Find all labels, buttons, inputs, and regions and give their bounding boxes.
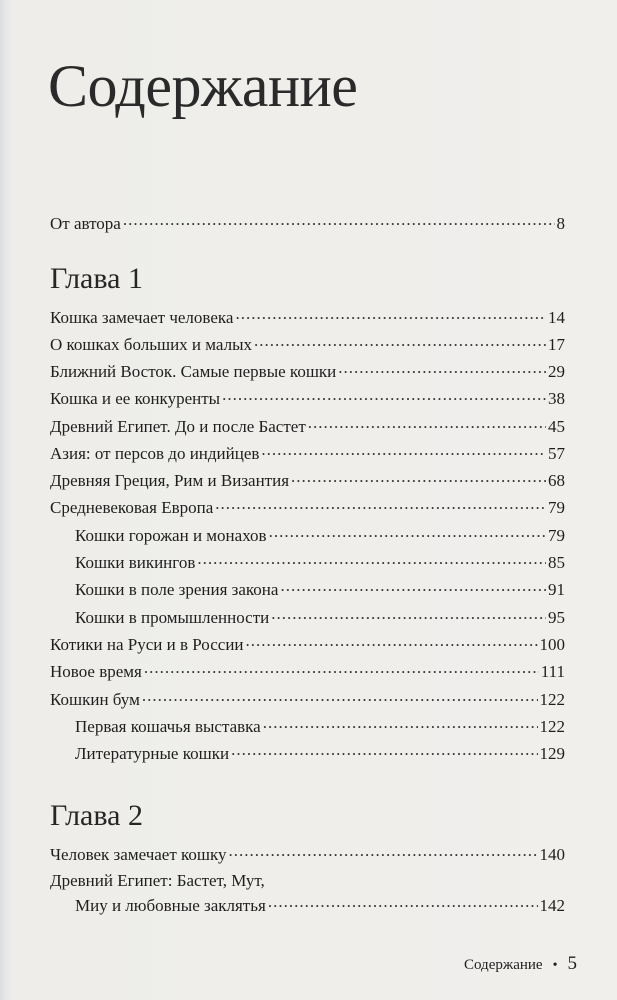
toc-entry-page: 129 bbox=[539, 744, 565, 763]
dot-leader bbox=[229, 843, 538, 860]
running-footer-section: Содержание bbox=[463, 957, 543, 973]
toc-entry-label: Кошка замечает человека bbox=[50, 308, 234, 327]
toc-entry-label: Новое время bbox=[50, 662, 142, 681]
toc-entry bbox=[50, 843, 565, 865]
toc-entry-page: 38 bbox=[548, 389, 565, 408]
dot-leader bbox=[246, 633, 538, 650]
dot-leader bbox=[231, 742, 537, 759]
toc-entry bbox=[50, 688, 565, 710]
toc-entry bbox=[50, 387, 565, 409]
toc-entry-label-line1: Древний Египет: Бастет, Мут, bbox=[50, 871, 265, 890]
toc-subentry bbox=[75, 551, 565, 573]
toc-subentry bbox=[75, 524, 565, 546]
toc-entry bbox=[50, 496, 565, 518]
footer-bullet: • bbox=[552, 958, 558, 973]
toc-entry-page: 68 bbox=[548, 471, 565, 490]
toc-entry-page: 8 bbox=[556, 214, 565, 233]
toc-entry-page: 95 bbox=[548, 608, 565, 627]
dot-leader bbox=[222, 387, 546, 404]
page-title: Содержание bbox=[48, 53, 358, 119]
toc-entry-label: Азия: от персов до индийцев bbox=[50, 444, 260, 463]
toc-entry-label: Ближний Восток. Самые первые кошки bbox=[50, 362, 337, 381]
page-number: 5 bbox=[567, 953, 577, 974]
toc-subentry bbox=[75, 742, 565, 764]
toc-entry-label: Средневековая Европа bbox=[50, 498, 214, 517]
toc-entry-continued bbox=[75, 894, 565, 916]
toc-subentry bbox=[75, 715, 565, 737]
page-footer bbox=[464, 953, 577, 975]
toc-entry-page: 57 bbox=[548, 444, 565, 463]
toc-entry-label: От автора bbox=[50, 214, 121, 233]
toc-entry-label: Кошка и ее конкуренты bbox=[50, 389, 221, 408]
toc-entry-label: Котики на Руси и в России bbox=[50, 635, 244, 654]
toc-entry-page: 111 bbox=[540, 662, 565, 681]
toc-entry-label: Древний Египет. До и после Бастет bbox=[50, 417, 306, 436]
toc-entry-page: 85 bbox=[548, 553, 565, 572]
toc-entry-page: 122 bbox=[539, 690, 565, 709]
dot-leader bbox=[197, 551, 546, 568]
dot-leader bbox=[144, 660, 539, 677]
toc-entry-label: Литературные кошки bbox=[75, 744, 230, 763]
dot-leader bbox=[280, 578, 546, 595]
dot-leader bbox=[261, 442, 546, 459]
dot-leader bbox=[271, 606, 546, 623]
toc-subentry bbox=[75, 606, 565, 628]
toc-entry-label: Кошки горожан и монахов bbox=[75, 526, 267, 545]
toc-entry-page: 79 bbox=[548, 526, 565, 545]
dot-leader bbox=[215, 496, 546, 513]
toc-entry-label: Кошкин бум bbox=[50, 690, 140, 709]
dot-leader bbox=[142, 688, 538, 705]
dot-leader bbox=[263, 715, 538, 732]
toc-entry bbox=[50, 442, 565, 464]
toc-entry-page: 100 bbox=[539, 635, 565, 654]
chapter-2-heading: Глава 2 bbox=[50, 799, 143, 832]
toc-entry-page: 91 bbox=[548, 580, 565, 599]
toc-entry-page: 142 bbox=[539, 896, 565, 915]
toc-entry bbox=[50, 306, 565, 328]
dot-leader bbox=[268, 894, 538, 911]
toc-entry-page: 29 bbox=[548, 362, 565, 381]
toc-entry-label: Кошки в поле зрения закона bbox=[75, 580, 279, 599]
toc-entry-label: Человек замечает кошку bbox=[50, 845, 227, 864]
toc-entry-page: 79 bbox=[548, 498, 565, 517]
toc-entry bbox=[50, 333, 565, 355]
toc-entry bbox=[50, 360, 565, 382]
toc-entry-label: Древняя Греция, Рим и Византия bbox=[50, 471, 290, 490]
toc-entry-page: 17 bbox=[548, 335, 565, 354]
toc-entry-page: 14 bbox=[548, 308, 565, 327]
toc-entry-intro bbox=[50, 212, 565, 234]
toc-entry-page: 122 bbox=[539, 717, 565, 736]
dot-leader bbox=[254, 333, 546, 350]
toc-entry-page: 140 bbox=[539, 845, 565, 864]
toc-entry-page: 45 bbox=[548, 417, 565, 436]
dot-leader bbox=[269, 524, 546, 541]
dot-leader bbox=[123, 212, 555, 229]
dot-leader bbox=[308, 415, 546, 432]
dot-leader bbox=[235, 306, 546, 323]
toc-entry bbox=[50, 469, 565, 491]
dot-leader bbox=[291, 469, 546, 486]
chapter-1-heading: Глава 1 bbox=[50, 262, 143, 295]
toc-entry bbox=[50, 415, 565, 437]
toc-entry bbox=[50, 660, 565, 682]
toc-subentry bbox=[75, 578, 565, 600]
toc-entry-label: Кошки викингов bbox=[75, 553, 196, 572]
dot-leader bbox=[338, 360, 546, 377]
toc-entry-label: Первая кошачья выставка bbox=[75, 717, 261, 736]
toc-entry-label: Кошки в промышленности bbox=[75, 608, 270, 627]
toc-entry-label-line2: Миу и любовные заклятья bbox=[75, 896, 266, 915]
toc-entry-label: О кошках больших и малых bbox=[50, 335, 252, 354]
toc-entry bbox=[50, 633, 565, 655]
